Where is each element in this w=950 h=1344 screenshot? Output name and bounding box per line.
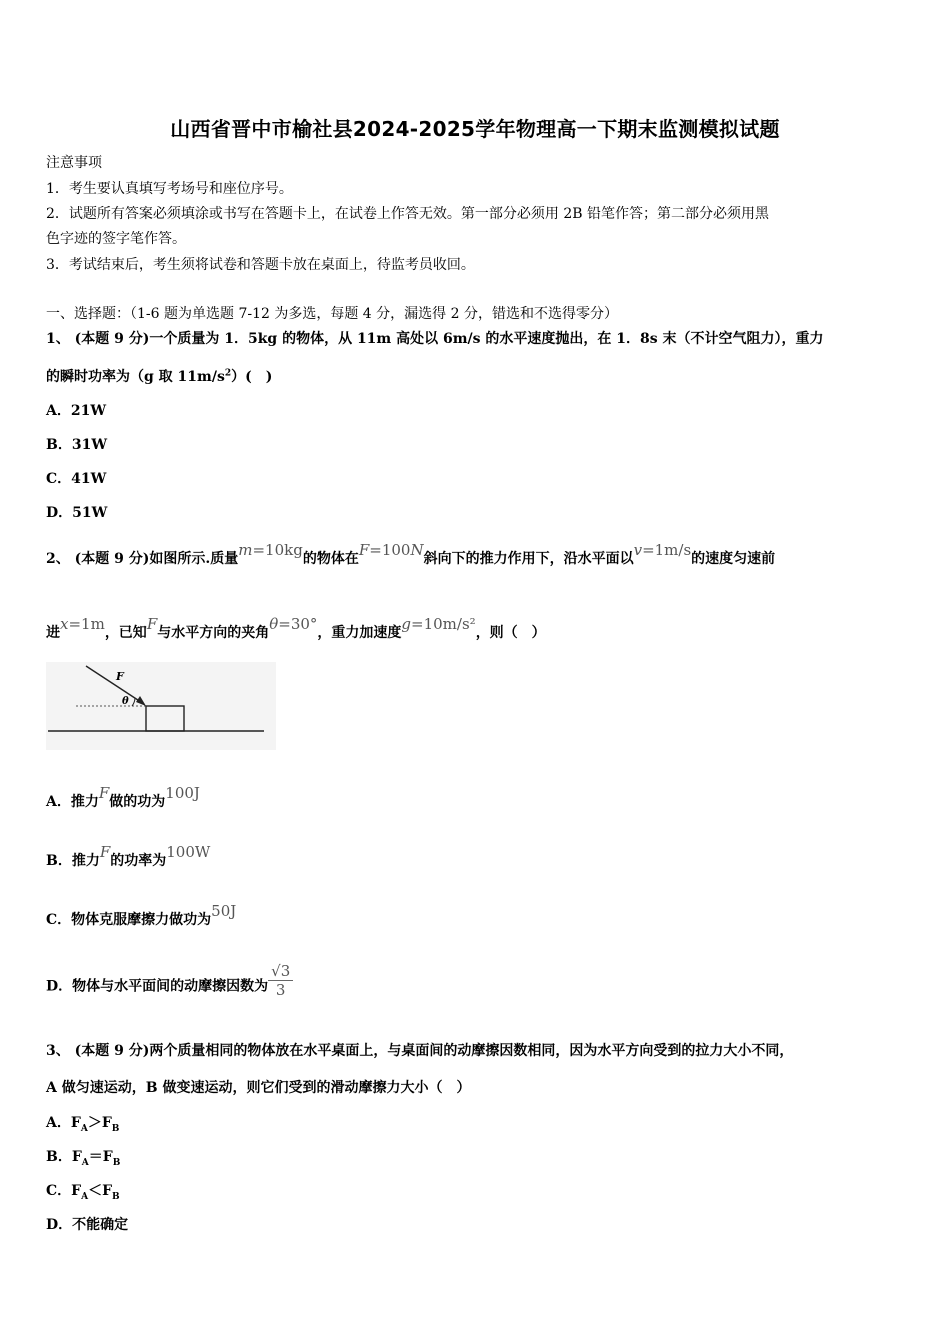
stem-text: ，重力加速度 — [317, 625, 402, 641]
stem-text: 的物体在 — [302, 551, 359, 567]
math-symbol: v — [633, 541, 643, 559]
math-value: =10kg — [252, 541, 303, 559]
option-text: B．推力 — [46, 853, 100, 869]
option-subscript: A — [81, 1157, 89, 1168]
option-text: 的功率为 — [110, 853, 167, 869]
question-1-option-a: A．21W — [46, 403, 107, 419]
math-symbol: F — [98, 784, 110, 802]
math-symbol: F — [358, 541, 370, 559]
question-2-stem-line2 — [46, 615, 546, 642]
question-3-option-a — [46, 1112, 119, 1134]
math-force-symbol — [100, 843, 110, 861]
math-symbol: x — [60, 615, 69, 633]
stem-sup: 2 — [224, 368, 232, 379]
option-operator: ＞ — [87, 1115, 102, 1131]
notice-item: 3．考试结束后，考生须将试卷和答题卡放在桌面上，待监考员收回。 — [46, 257, 475, 273]
option-text: D．物体与水平面间的动摩擦因数为 — [46, 978, 269, 995]
math-value: =100 — [369, 541, 411, 559]
math-unit: N — [410, 541, 424, 559]
option-operator: ＝ — [88, 1149, 103, 1165]
question-3-option-c — [46, 1180, 120, 1202]
question-1-stem-line2 — [46, 366, 272, 386]
notice-item: 1．考生要认真填写考场号和座位序号。 — [46, 181, 293, 197]
option-text: 做的功为 — [109, 794, 166, 810]
option-symbol: F — [102, 1149, 113, 1165]
notice-heading: 注意事项 — [46, 155, 102, 171]
stem-text: ，已知 — [104, 625, 147, 641]
question-3-option-b — [46, 1146, 120, 1168]
option-symbol: F — [70, 1115, 81, 1131]
option-operator: ＜ — [88, 1183, 103, 1199]
math-value: =30° — [278, 615, 318, 633]
math-mass — [238, 541, 303, 559]
question-2-option-d — [46, 962, 293, 1005]
section-heading: 一、选择题：（1-6 题为单选题 7-12 为多选，每题 4 分，漏选得 2 分，错选和不选得零分） — [46, 306, 618, 322]
option-subscript: A — [81, 1191, 89, 1202]
question-2-figure — [46, 662, 276, 750]
math-value: 100J — [165, 784, 200, 802]
math-angle — [269, 615, 317, 633]
page-title: 山西省晋中市榆社县2024-2025学年物理高一下期末监测模拟试题 — [170, 117, 780, 141]
question-2-stem — [46, 541, 776, 568]
math-value: =10m/s² — [411, 615, 476, 633]
math-value: 50J — [211, 902, 237, 920]
figure-label-angle: θ — [122, 696, 129, 707]
math-symbol: m — [238, 541, 253, 559]
math-symbol: g — [401, 615, 412, 633]
notice-item: 色字迹的签字笔作答。 — [46, 231, 186, 247]
option-label: A． — [46, 1115, 71, 1131]
stem-text: ）( ) — [231, 369, 273, 385]
stem-text: 与水平方向的夹角 — [157, 625, 270, 641]
math-value: =1m/s — [642, 541, 692, 559]
angle-arc — [132, 698, 135, 706]
fraction-numerator: √3 — [268, 962, 293, 981]
question-1-option-b: B．31W — [46, 437, 108, 453]
fraction-denominator: 3 — [275, 981, 286, 999]
math-value: =1m — [68, 615, 105, 633]
question-3-stem: 3、 (本题 9 分)两个质量相同的物体放在水平桌面上，与桌面间的动摩擦因数相同，因为水平方向受到的拉力大小不同， — [46, 1043, 794, 1059]
option-symbol: F — [71, 1183, 82, 1199]
question-2-option-a — [46, 784, 200, 811]
question-1-stem: 1、 (本题 9 分)一个质量为 1．5kg 的物体，从 11m 高处以 6m/s 的水平速度抛出，在 1．8s 末（不计空气阻力），重力 — [46, 331, 824, 347]
option-label: B． — [46, 1149, 72, 1165]
stem-text: 的速度匀速前 — [691, 551, 776, 567]
question-2-option-b — [46, 843, 211, 870]
option-text: A．推力 — [46, 794, 99, 810]
math-force-symbol — [99, 784, 109, 802]
question-3-stem-line2: A 做匀速运动，B 做变速运动，则它们受到的滑动摩擦力大小（ ） — [46, 1080, 471, 1096]
figure-label-force: F — [116, 670, 124, 683]
option-subscript: B — [112, 1157, 121, 1168]
block — [146, 706, 184, 731]
math-displacement — [60, 615, 105, 633]
stem-text: ，则（ ） — [475, 625, 546, 641]
notice-item: 2．试题所有答案必须填涂或书写在答题卡上，在试卷上作答无效。第一部分必须用 2B 铅笔作答；第二部分必须用黑 — [46, 206, 769, 222]
option-text: C．物体克服摩擦力做功为 — [46, 912, 212, 928]
stem-text: 进 — [46, 625, 60, 641]
question-3-option-d: D．不能确定 — [46, 1217, 129, 1233]
force-diagram — [46, 662, 276, 750]
math-symbol: F — [146, 615, 158, 633]
force-arrowhead — [136, 696, 146, 706]
option-subscript: A — [80, 1123, 88, 1134]
question-1-option-c: C．41W — [46, 471, 107, 487]
math-fraction — [268, 962, 293, 999]
option-subscript: B — [112, 1191, 120, 1202]
stem-text: 斜向下的推力作用下，沿水平面以 — [423, 551, 634, 567]
math-gravity — [401, 615, 475, 633]
option-subscript: B — [111, 1123, 120, 1134]
option-label: C． — [46, 1183, 72, 1199]
question-2-option-c — [46, 902, 237, 929]
math-symbol: F — [99, 843, 111, 861]
option-symbol: F — [102, 1183, 113, 1199]
math-force — [359, 541, 424, 559]
math-value: 100W — [166, 843, 211, 861]
math-velocity — [634, 541, 692, 559]
question-1-option-d: D．51W — [46, 505, 108, 521]
math-force-symbol — [147, 615, 157, 633]
option-symbol: F — [101, 1115, 112, 1131]
stem-text: 2、 (本题 9 分)如图所示.质量 — [46, 551, 239, 567]
stem-text: 的瞬时功率为（g 取 11m/s — [46, 369, 225, 385]
option-symbol: F — [71, 1149, 82, 1165]
math-symbol: θ — [269, 615, 279, 633]
